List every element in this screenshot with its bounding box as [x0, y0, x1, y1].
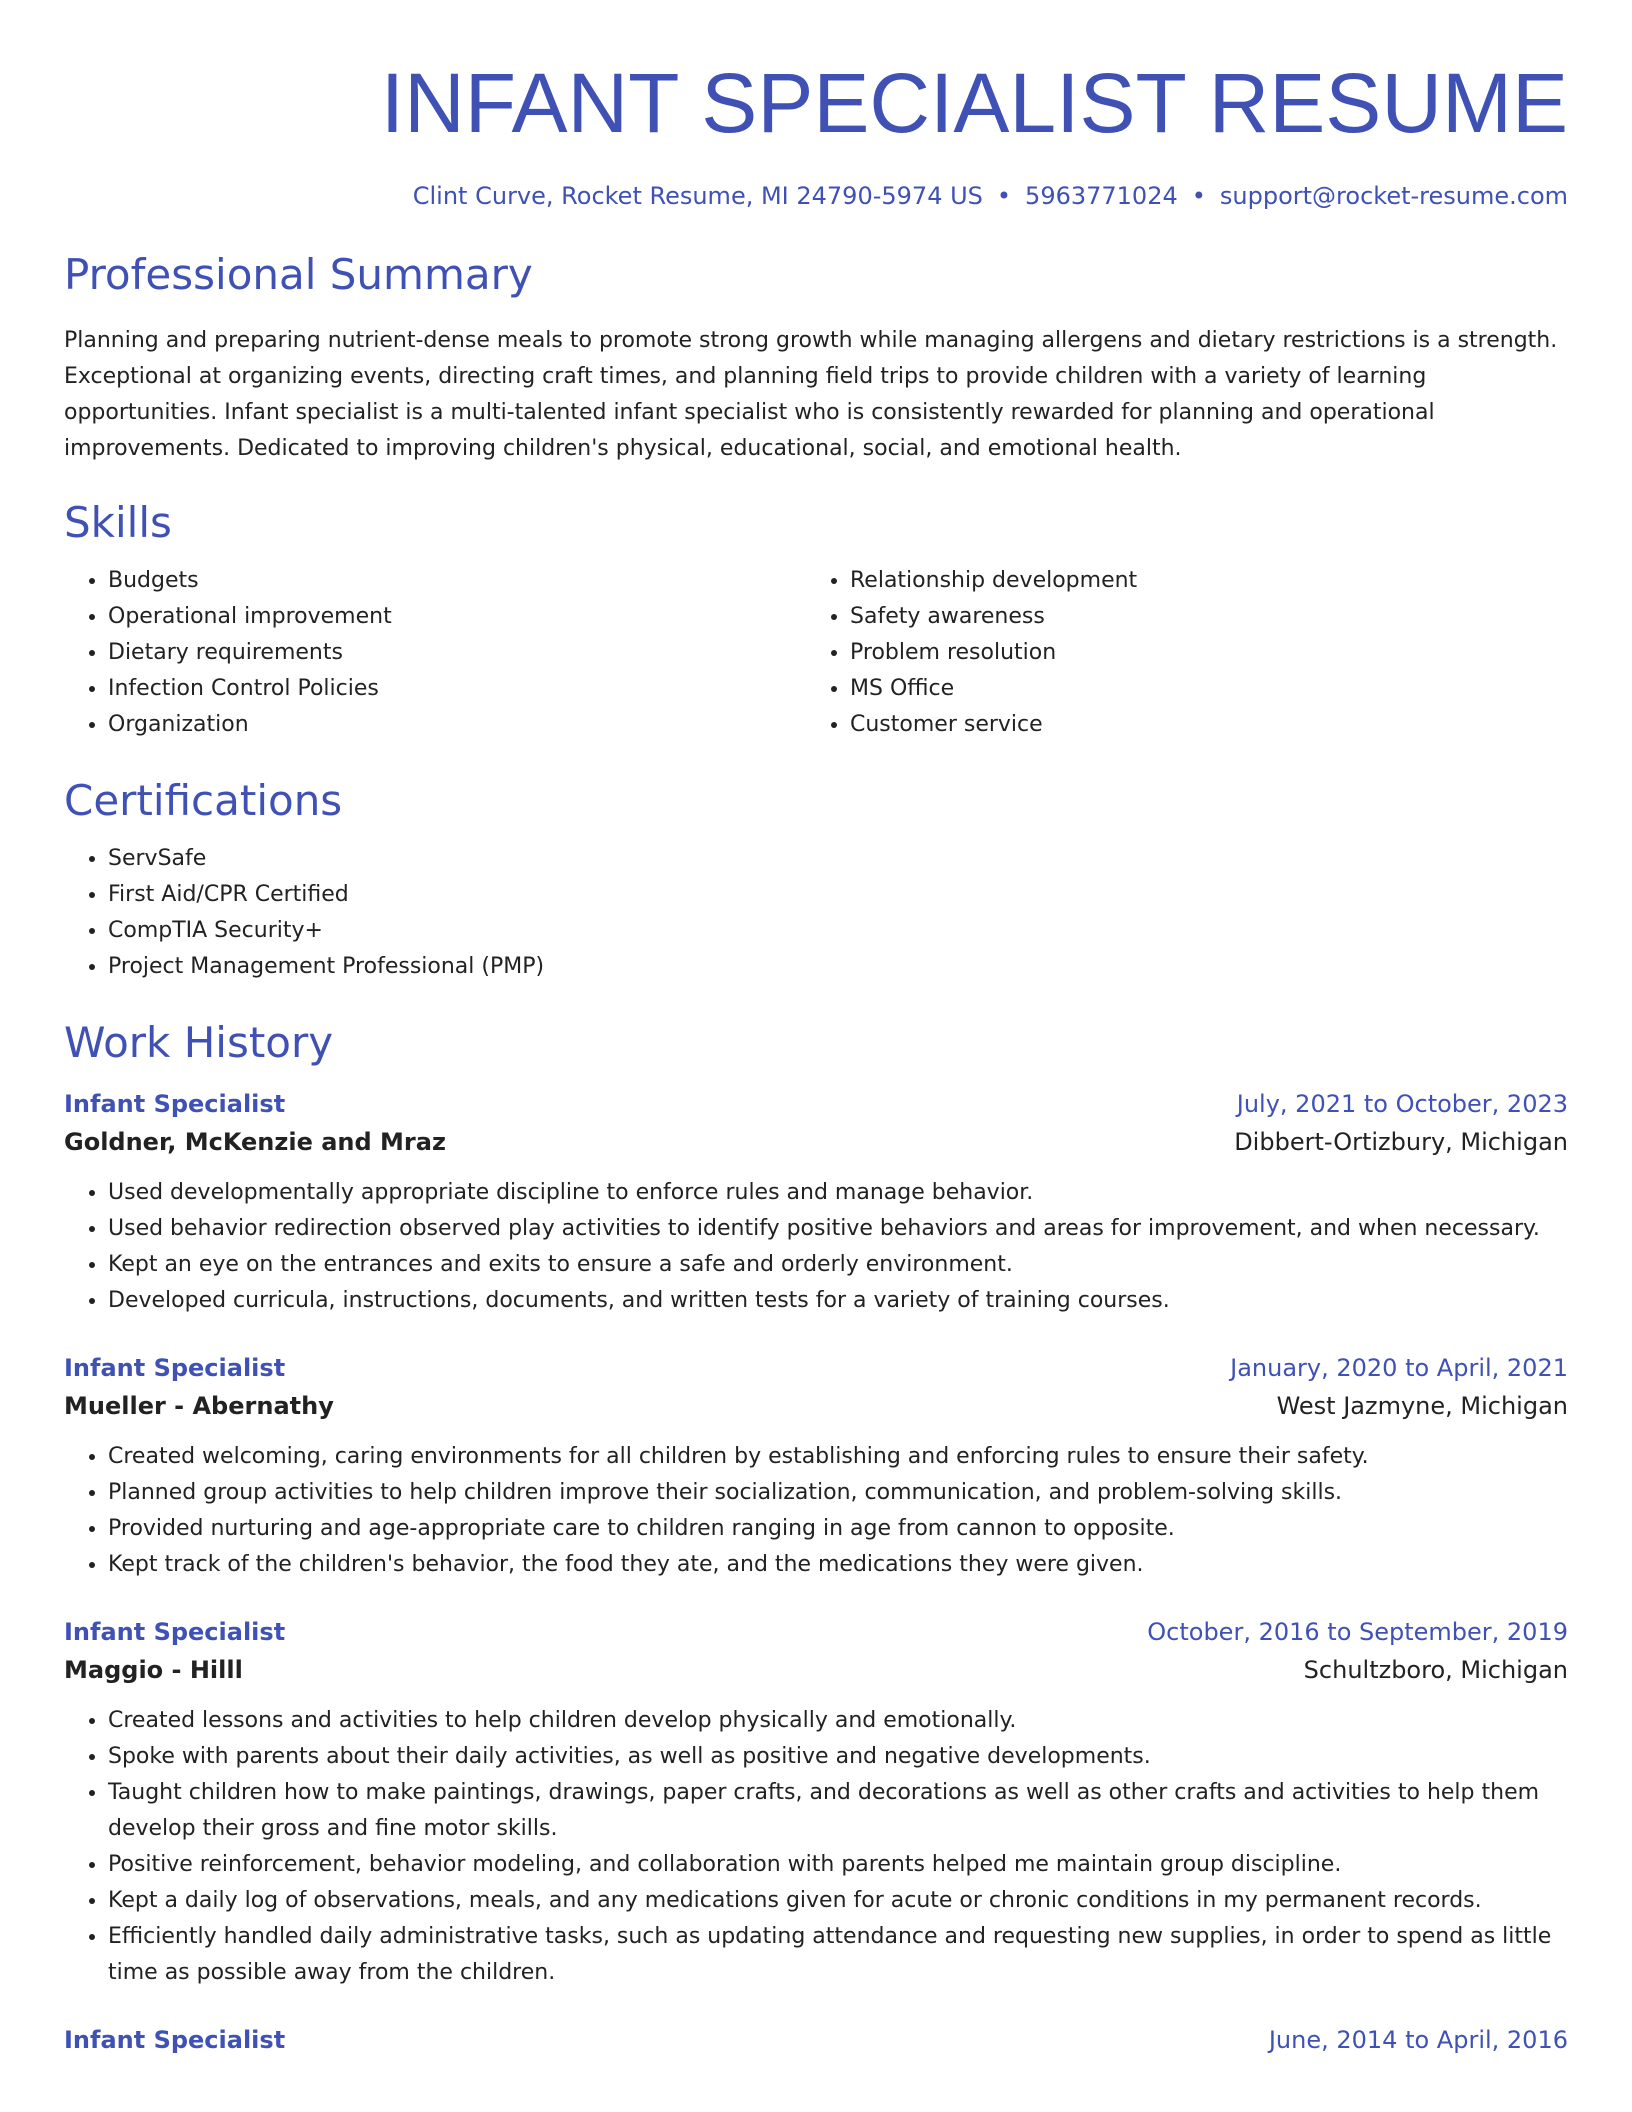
job-dates: October, 2016 to September, 2019: [1147, 1618, 1568, 1646]
contact-phone: 5963771024: [1025, 182, 1178, 210]
job-dates: January, 2020 to April, 2021: [1230, 1354, 1568, 1382]
summary-heading: Professional Summary: [64, 250, 533, 299]
work-history-section: [64, 1015, 1568, 2059]
job-dates: June, 2014 to April, 2016: [1268, 2026, 1568, 2054]
resume-title: INFANT SPECIALIST RESUME: [380, 56, 1568, 150]
contact-address: Clint Curve, Rocket Resume, MI 24790-5974 US: [412, 182, 983, 210]
certifications-section: [64, 773, 1568, 985]
job-title-row: [64, 1613, 1568, 1651]
list-item: • Used developmentally appropriate discipline to enforce rules and manage behavior.: [108, 1175, 1568, 1211]
list-item: • Kept a daily log of observations, meals, and any medications given for acute or chronic conditions in my permanent records.: [108, 1883, 1568, 1919]
contact-line: [64, 177, 1568, 215]
summary-section: [64, 247, 1568, 467]
list-item: • Spoke with parents about their daily activities, as well as positive and negative developments.: [108, 1739, 1568, 1775]
list-item: • Kept an eye on the entrances and exits to ensure a safe and orderly environment.: [108, 1247, 1568, 1283]
list-item: • MS Office: [850, 671, 1548, 707]
contact-separator: •: [996, 182, 1012, 210]
list-item: • Taught children how to make paintings, drawings, paper crafts, and decorations as well as other crafts and activities to help them develop their gross and fine motor skills.: [108, 1775, 1568, 1847]
job-title-row: [64, 1085, 1568, 1123]
list-item: • Dietary requirements: [108, 635, 806, 671]
job-entry: [64, 1613, 1568, 1991]
list-item: • Safety awareness: [850, 599, 1548, 635]
skills-list-right: [806, 563, 1548, 743]
list-item: • Project Management Professional (PMP): [108, 949, 1568, 985]
job-title: Infant Specialist: [64, 2026, 286, 2054]
job-company-row: [64, 1387, 1568, 1425]
skills-heading: Skills: [64, 498, 172, 547]
job-company-row: [64, 1123, 1568, 1161]
job-title-row: [64, 1349, 1568, 1387]
list-item: • Positive reinforcement, behavior modeling, and collaboration with parents helped me maintain group discipline.: [108, 1847, 1568, 1883]
job-entry: [64, 2021, 1568, 2059]
list-item: • Planned group activities to help children improve their socialization, communication, and problem-solving skills.: [108, 1475, 1568, 1511]
job-title: Infant Specialist: [64, 1354, 286, 1382]
work-history-heading: Work History: [64, 1018, 334, 1067]
job-entry: [64, 1349, 1568, 1583]
job-company: Mueller - Abernathy: [64, 1392, 334, 1420]
certifications-heading: Certifications: [64, 776, 343, 825]
list-item: • CompTIA Security+: [108, 913, 1568, 949]
job-title-row: [64, 2021, 1568, 2059]
list-item: • Efficiently handled daily administrative tasks, such as updating attendance and requesting new supplies, in order to spend as little time as possible away from the children.: [108, 1919, 1568, 1991]
list-item: • Organization: [108, 707, 806, 743]
list-item: • ServSafe: [108, 841, 1568, 877]
list-item: • Provided nurturing and age-appropriate care to children ranging in age from cannon to opposite.: [108, 1511, 1568, 1547]
contact-separator: •: [1191, 182, 1206, 210]
job-company: Maggio - Hilll: [64, 1656, 243, 1684]
job-dates: July, 2021 to October, 2023: [1236, 1090, 1568, 1118]
list-item: • Created welcoming, caring environments for all children by establishing and enforcing rules to ensure their safety.: [108, 1439, 1568, 1475]
certifications-list: [64, 841, 1568, 985]
list-item: • Budgets: [108, 563, 806, 599]
list-item: • Developed curricula, instructions, documents, and written tests for a variety of training courses.: [108, 1283, 1568, 1319]
skills-section: [64, 495, 1568, 743]
job-company: Goldner, McKenzie and Mraz: [64, 1128, 446, 1156]
skills-column-right: [806, 563, 1548, 743]
job-company-row: [64, 1651, 1568, 1689]
skills-columns: [64, 563, 1568, 743]
summary-text: Planning and preparing nutrient-dense meals to promote strong growth while managing allergens and dietary restrictions is a strength. Exceptional at organizing events, directing craft times, and planning field trips to provide children with a variety of learning opportunities. Infant specialist is a multi-talented infant specialist who is consistently rewarded for planning and operational improvements. Dedicated to improving children's physical, educational, social, and emotional health.: [64, 328, 1558, 461]
job-list: [64, 1085, 1568, 2059]
list-item: • Relationship development: [850, 563, 1548, 599]
contact-email: support@rocket-resume.com: [1219, 182, 1568, 210]
job-title: Infant Specialist: [64, 1090, 286, 1118]
job-bullets: [64, 1175, 1568, 1319]
list-item: • Problem resolution: [850, 635, 1548, 671]
list-item: • Operational improvement: [108, 599, 806, 635]
list-item: • Kept track of the children's behavior, the food they ate, and the medications they were given.: [108, 1547, 1568, 1583]
list-item: • Infection Control Policies: [108, 671, 806, 707]
list-item: • Created lessons and activities to help children develop physically and emotionally.: [108, 1703, 1568, 1739]
list-item: • First Aid/CPR Certified: [108, 877, 1568, 913]
job-title: Infant Specialist: [64, 1618, 286, 1646]
skills-column-left: [64, 563, 806, 743]
skills-list-left: [64, 563, 806, 743]
resume-page: [64, 0, 1568, 2089]
job-location: West Jazmyne, Michigan: [1276, 1392, 1568, 1420]
job-bullets: [64, 1439, 1568, 1583]
job-bullets: [64, 1703, 1568, 1991]
list-item: • Customer service: [850, 707, 1548, 743]
job-location: Schultzboro, Michigan: [1303, 1656, 1568, 1684]
job-entry: [64, 1085, 1568, 1319]
list-item: • Used behavior redirection observed play activities to identify positive behaviors and areas for improvement, and when necessary.: [108, 1211, 1568, 1247]
job-location: Dibbert-Ortizbury, Michigan: [1234, 1128, 1568, 1156]
